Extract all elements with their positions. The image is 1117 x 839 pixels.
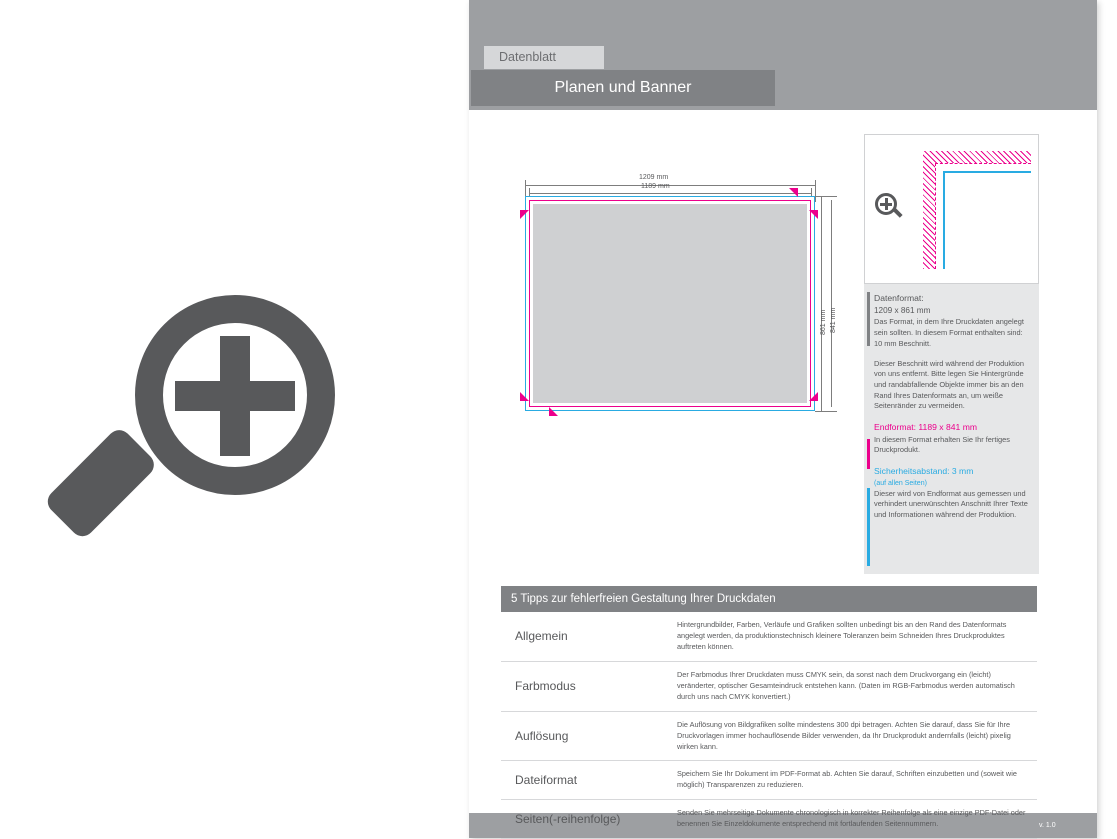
ext-line-bottom-right <box>815 411 837 412</box>
detail-thumbnail <box>864 134 1039 284</box>
tip-description: Senden Sie mehrseitige Dokumente chronologisch in korrekter Reihenfolge als eine einzige PDF-Datei oder benennen Sie Einzeldokumente entsprechend mit fortlaufenden Seitennummern. <box>671 800 1037 839</box>
dim-right-inner-label: 841 mm <box>830 307 837 333</box>
tip-term: Dateiformat <box>501 761 671 800</box>
datenformat-marker <box>867 292 870 346</box>
endformat-marker <box>867 439 870 469</box>
tips-table <box>501 612 1037 839</box>
page-right-strip <box>1059 110 1097 813</box>
datenformat-value: 1209 x 861 mm <box>874 306 931 316</box>
tip-term: Farbmodus <box>501 661 671 711</box>
datasheet-page <box>469 0 1097 838</box>
tip-term: Auflösung <box>501 711 671 761</box>
endformat-title: Endformat: 1189 x 841 mm <box>874 422 978 433</box>
tip-term: Seiten(-reihenfolge) <box>501 800 671 839</box>
tip-description: Die Auflösung von Bildgrafiken sollte mindestens 300 dpi betragen. Achten Sie darauf, dass Sie für Ihre Druckvorlagen immer hochauflösende Bilder verwenden, da Ihr Druckprodukt andernfalls (leicht) pixelig wirken kann. <box>671 711 1037 761</box>
ext-line-right-outer <box>815 180 816 202</box>
tip-description: Der Farbmodus Ihrer Druckdaten muss CMYK sein, da sonst nach dem Druckvorgang ein (leicht) veränderter, optischer Gesamteindruck entstehen kann. (Daten im RGB-Farbmodus werden automatisch durch uns nach CMYK konvertiert.) <box>671 661 1037 711</box>
dim-line-top-outer <box>525 185 815 186</box>
endformat-text: In diesem Format erhalten Sie Ihr fertiges Druckprodukt. <box>874 434 1010 455</box>
datenformat-title: Datenformat: <box>874 293 924 303</box>
dim-line-right-outer <box>821 196 822 411</box>
version-label: v. 1.0 <box>1039 822 1056 829</box>
table-row <box>501 800 1037 839</box>
magnifier-plus-vertical <box>220 336 250 456</box>
sicherheitsabstand-title: Sicherheitsabstand: 3 mm <box>874 466 974 477</box>
zoom-plus-vertical <box>885 198 888 210</box>
dim-line-right-inner <box>831 200 832 407</box>
info-panel-body <box>864 284 1039 574</box>
datenblatt-tab: Datenblatt <box>484 46 604 69</box>
tip-description: Hintergrundbilder, Farben, Verläufe und Grafiken sollten unbedingt bis an den Rand des Datenformats angelegt werden, da produktionstechnisch kleinere Toleranzen beim Schneiden Ihres Druckproduktes auftreten können. <box>671 612 1037 661</box>
dim-right-outer-label: 861 mm <box>820 309 827 335</box>
datenformat-text: Das Format, in dem Ihre Druckdaten angelegt sein sollten. In diesem Format enthalten sind: 10 mm Beschnitt. <box>874 317 1024 348</box>
page-title: Planen und Banner <box>471 70 775 106</box>
format-drawing <box>489 160 864 450</box>
ext-line-top-right <box>815 196 837 197</box>
table-row <box>501 612 1037 661</box>
tip-description: Speichern Sie Ihr Dokument im PDF-Format ab. Achten Sie darauf, Schriften einzubetten und (soweit wie möglich) Transparenzen zu reduzieren. <box>671 761 1037 800</box>
dim-top-outer-label: 1209 mm <box>639 174 669 181</box>
thumbnail-artwork <box>923 151 1031 269</box>
magnifier-handle <box>43 425 159 541</box>
zoom-handle <box>892 207 903 218</box>
sicherheitsabstand-marker <box>867 488 870 566</box>
tips-header: 5 Tipps zur fehlerfreien Gestaltung Ihrer Druckdaten <box>501 586 1037 612</box>
zoom-indicator-icon <box>875 193 905 223</box>
artwork-area <box>533 204 807 403</box>
table-row <box>501 711 1037 761</box>
beschnitt-text: Dieser Beschnitt wird während der Produktion von uns entfernt. Bitte legen Sie Hintergründe und randabfallende Objekte immer bis an den Rand Ihres Datenformats an, um weiße Seitenränder zu vermeiden. <box>874 358 1024 411</box>
table-row <box>501 761 1037 800</box>
tip-term: Allgemein <box>501 612 671 661</box>
safety-margin-line <box>943 171 1031 269</box>
dim-line-top-inner <box>529 193 811 194</box>
dim-top-inner-label: 1189 mm <box>641 183 670 190</box>
sicherheitsabstand-subtitle: (auf allen Seiten) <box>874 479 927 487</box>
table-row <box>501 661 1037 711</box>
sicherheitsabstand-text: Dieser wird von Endformat aus gemessen und verhindert unerwünschten Anschnitt Ihrer Texte und Informationen während der Produktion. <box>874 488 1028 520</box>
magnifier-plus-icon <box>105 295 355 550</box>
